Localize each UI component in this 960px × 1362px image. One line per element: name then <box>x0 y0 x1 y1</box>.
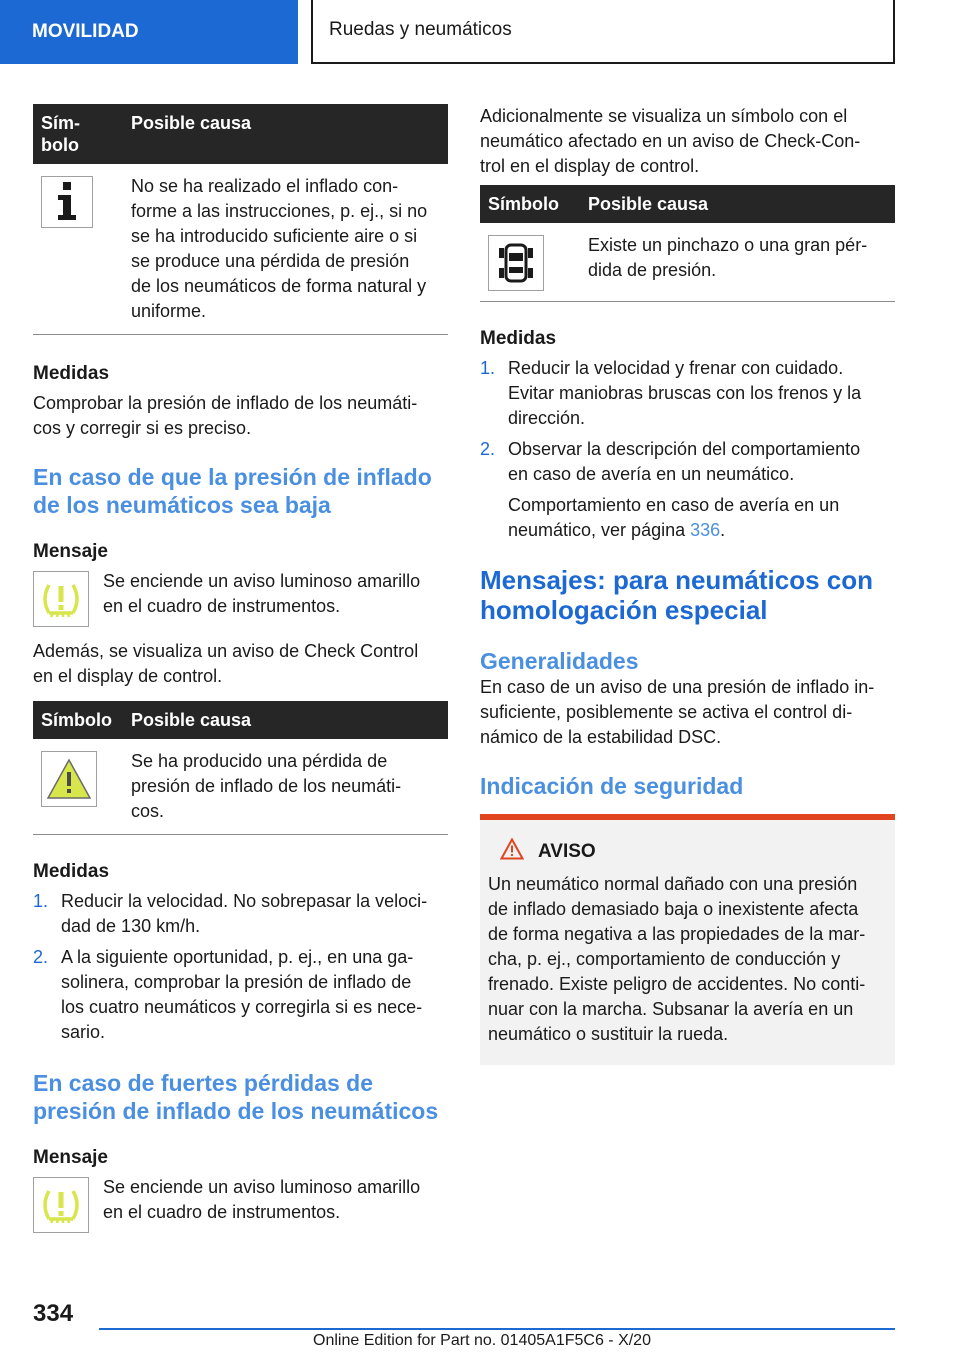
step-number: 2. <box>480 439 496 459</box>
section-heading-special-tires: Mensajes: para neumáticos con homologación especial <box>480 565 874 625</box>
col-cause-header: Posible causa <box>123 104 448 164</box>
message-row <box>33 569 448 627</box>
warning-triangle-icon <box>41 751 97 807</box>
list-item <box>33 889 448 939</box>
subheading-safety: Indicación de seguridad <box>480 773 744 799</box>
car-tire-icon <box>488 235 544 291</box>
general-text: En caso de un aviso de una presión de inflado in- suficiente, posiblemente se activa el control di- námico de la estabilidad DSC. <box>480 677 875 747</box>
message-text: Se enciende un aviso luminoso amarillo en el cuadro de instrumentos. <box>103 1177 421 1222</box>
message-title: Mensaje <box>33 541 108 562</box>
message-row <box>33 1175 448 1233</box>
list-item <box>480 437 895 543</box>
warning-triangle-icon <box>488 838 538 866</box>
check-control-text: Además, se visualiza un aviso de Check Control en el display de control. <box>33 641 419 686</box>
step-note-text: Comportamiento en caso de avería en un neumático, ver página <box>508 495 840 540</box>
symbol-table-1 <box>33 104 448 335</box>
measures-title: Medidas <box>33 363 110 384</box>
measures-list <box>480 356 895 543</box>
step-text: Reducir la velocidad y frenar con cuidado. Evitar maniobras bruscas con los frenos y la dirección. <box>508 358 862 428</box>
right-column <box>480 104 895 1065</box>
page-link[interactable]: 336 <box>690 520 721 540</box>
warning-text: Un neumático normal dañado con una presión de inflado demasiado baja o inexistente afecta de forma negativa a las propiedades de la mar- cha, p. ej., comportamiento de conducción y frenado. Existe peligro de accidentes. No conti- nuar con la marcha. Subsanar la avería en un neumático o sustituir la rueda. <box>488 874 866 1044</box>
footer-divider <box>99 1328 895 1330</box>
measures-list <box>33 889 448 1045</box>
cause-text: Existe un pinchazo o una gran pér- dida de presión. <box>580 223 895 302</box>
intro-text: Adicionalmente se visualiza un símbolo con el neumático afectado en un aviso de Check-Con- trol en el display de control. <box>480 106 861 176</box>
section-heading-strong-loss: En caso de fuertes pérdidas de presión de inflado de los neumáticos <box>33 1070 439 1124</box>
table-row <box>33 164 448 335</box>
measures-text: Comprobar la presión de inflado de los neumáti- cos y corregir si es preciso. <box>33 393 418 438</box>
step-number: 1. <box>33 891 49 911</box>
warning-box <box>480 814 895 1065</box>
step-note-end: . <box>720 520 726 540</box>
cause-text: No se ha realizado el inflado con- forme a las instrucciones, p. ej., si no se ha introducido suficiente aire o si se produce una pérdida de presión de los neumáticos de forma natural y uniforme. <box>123 164 448 335</box>
page-number: 334 <box>33 1300 74 1327</box>
section-tab: MOVILIDAD <box>0 0 298 64</box>
edition-text: Online Edition for Part no. 01405A1F5C6 - X/20 <box>313 1332 651 1349</box>
tire-pressure-warning-icon <box>33 1177 89 1233</box>
section-heading-low-pressure: En caso de que la presión de inflado de los neumáticos sea baja <box>33 464 432 518</box>
list-item <box>33 945 448 1045</box>
tire-pressure-warning-icon <box>33 571 89 627</box>
step-note <box>508 493 895 543</box>
message-text: Se enciende un aviso luminoso amarillo en el cuadro de instrumentos. <box>103 571 421 616</box>
list-item <box>480 356 895 431</box>
step-number: 2. <box>33 947 49 967</box>
warning-header <box>488 838 887 866</box>
col-symbol-header: Sím- bolo <box>33 104 123 164</box>
cause-text: Se ha producido una pérdida de presión de inflado de los neumáti- cos. <box>123 739 448 835</box>
step-number: 1. <box>480 358 496 378</box>
table-row <box>33 739 448 835</box>
step-text: Reducir la velocidad. No sobrepasar la veloci- dad de 130 km/h. <box>61 891 428 936</box>
page-footer <box>0 1296 960 1362</box>
subheading-general: Generalidades <box>480 648 639 674</box>
col-symbol-header: Símbolo <box>33 701 123 739</box>
step-text: A la siguiente oportunidad, p. ej., en una ga- solinera, comprobar la presión de inflado de los cuatro neumáticos y corregirla si es nece- sario. <box>61 947 423 1042</box>
symbol-table-2 <box>33 701 448 835</box>
col-cause-header: Posible causa <box>580 185 895 223</box>
col-cause-header: Posible causa <box>123 701 448 739</box>
measures-title: Medidas <box>33 861 110 882</box>
chapter-title: Ruedas y neumáticos <box>311 0 895 64</box>
table-row <box>480 223 895 302</box>
message-title: Mensaje <box>33 1147 108 1168</box>
col-symbol-header: Símbolo <box>480 185 580 223</box>
symbol-table-3 <box>480 185 895 302</box>
warning-title: AVISO <box>538 841 596 862</box>
measures-title: Medidas <box>480 328 557 349</box>
step-text: Observar la descripción del comportamiento en caso de avería en un neumático. <box>508 439 861 484</box>
info-icon <box>41 176 93 228</box>
page-header <box>0 0 960 66</box>
left-column <box>33 104 448 1233</box>
